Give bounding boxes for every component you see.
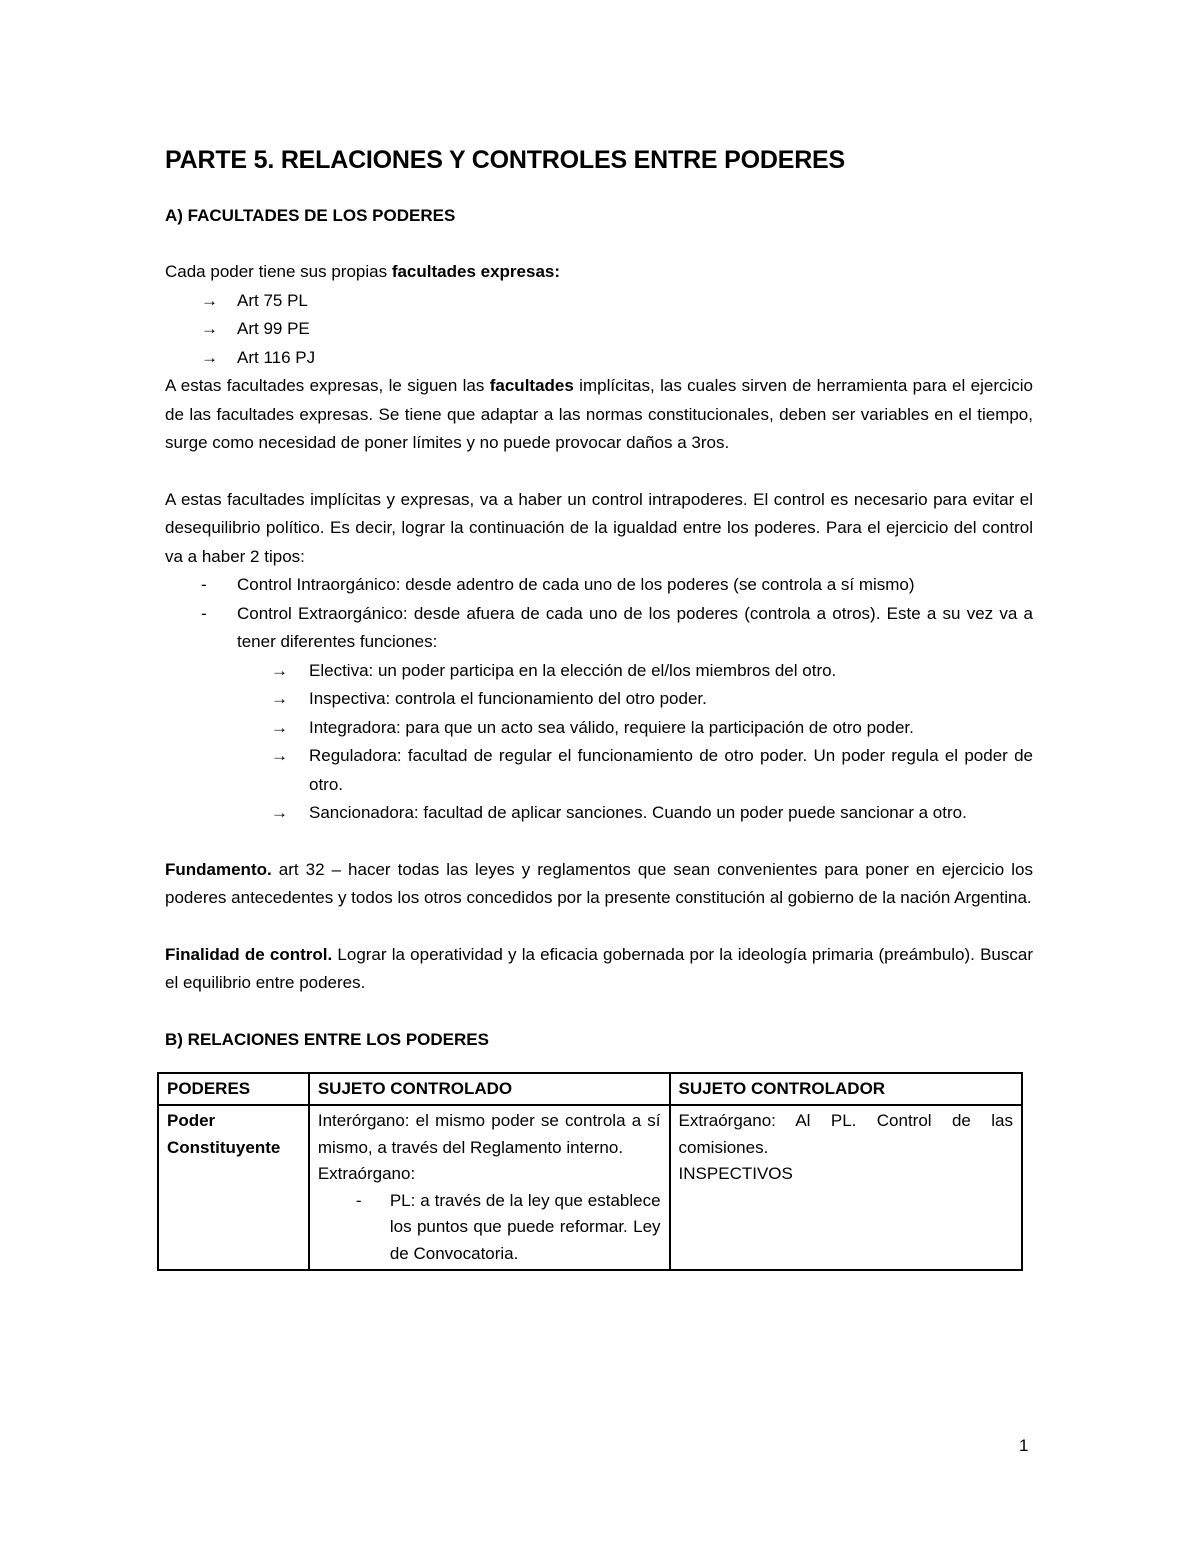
section-a-heading: A) FACULTADES DE LOS PODERES: [165, 206, 456, 225]
list-item: - PL: a través de la ley que establece los puntos que puede reformar. Ley de Convocatoria.: [318, 1188, 661, 1268]
intro-paragraph: Cada poder tiene sus propias facultades expresas:: [165, 262, 561, 281]
table-cell-poder: Poder Constituyente: [158, 1105, 309, 1270]
dash-icon: -: [355, 1190, 362, 1210]
list-item: → Art 75 PL: [165, 287, 1033, 316]
control-paragraph: A estas facultades implícitas y expresas, va a haber un control intrapoderes. El control es necesario para evitar el desequilibrio político. Es decir, lograr la continuación de la igualdad entre los poderes. Para el ejercicio del control va a haber 2 tipos:: [165, 489, 1033, 566]
arrow-icon: →: [271, 660, 288, 680]
functions-list: [237, 657, 1033, 828]
relations-table: [157, 1072, 1023, 1272]
arrow-icon: →: [271, 746, 288, 765]
page-title: PARTE 5. RELACIONES Y CONTROLES ENTRE PODERES: [165, 146, 846, 174]
fundamento-paragraph: Fundamento. art 32 – hacer todas las leyes y reglamentos que sean convenientes para poner en ejercicio los poderes antecedentes y todos los otros concedidos por la presente constitución al gobierno de la nación Argentina.: [165, 859, 1033, 907]
list-item: → Art 116 PJ: [165, 344, 1033, 373]
control-types-list: [165, 571, 1033, 828]
column-header: SUJETO CONTROLADO: [309, 1073, 670, 1106]
arrow-icon: →: [271, 689, 288, 708]
column-header: SUJETO CONTROLADOR: [670, 1073, 1022, 1106]
column-header: PODERES: [158, 1073, 309, 1106]
list-item: → Reguladora: facultad de regular el funcionamiento de otro poder. Un poder regula el poder de otro.: [237, 742, 1033, 799]
articles-list: [165, 287, 1033, 373]
list-item: → Art 99 PE: [165, 315, 1033, 344]
table-cell-controlado: Interórgano: el mismo poder se controla a sí mismo, a través del Reglamento interno. Extraórgano: - PL: a través de la ley que establece los puntos que puede reformar. Ley de Convocatoria.: [309, 1105, 670, 1270]
list-item: → Integradora: para que un acto sea válido, requiere la participación de otro poder.: [237, 714, 1033, 743]
implicit-faculties-paragraph: A estas facultades expresas, le siguen las facultades implícitas, las cuales sirven de herramienta para el ejercicio de las facultades expresas. Se tiene que adaptar a las normas constitucionales, deben ser variables en el tiempo, surge como necesidad de poner límites y no puede provocar daños a 3ros.: [165, 376, 1033, 452]
list-item: - Control Extraorgánico: desde afuera de cada uno de los poderes (controla a otros). Este a su vez va a tener diferentes funciones: → Electiva: un poder participa en la elección de el/los miembros del otro. → Inspectiva: controla el funcionamiento del otro poder. → Integradora: para que un acto sea válido, requiere la participación de otro poder. → Reguladora: facultad de regular el funcionamiento de otro poder. Un poder regula el poder de otro. → Sancionadora: facultad de aplicar sanciones. Cuando un poder puede sancionar a otro.: [165, 600, 1033, 828]
table-header-row: [158, 1073, 1022, 1106]
list-item: → Electiva: un poder participa en la elección de el/los miembros del otro.: [237, 657, 1033, 686]
arrow-icon: →: [201, 290, 218, 310]
dash-icon: -: [201, 575, 207, 594]
arrow-icon: →: [201, 319, 218, 338]
list-item: - Control Intraorgánico: desde adentro de cada uno de los poderes (se controla a sí mismo): [165, 571, 1033, 600]
arrow-icon: →: [201, 347, 218, 367]
arrow-icon: →: [271, 717, 288, 737]
list-item: → Inspectiva: controla el funcionamiento del otro poder.: [237, 685, 1033, 714]
finalidad-paragraph: Finalidad de control. Lograr la operatividad y la eficacia gobernada por la ideología primaria (preámbulo). Buscar el equilibrio entre poderes.: [165, 944, 1033, 992]
page-number: 1: [1019, 1436, 1029, 1455]
table-cell-controlador: Extraórgano: Al PL. Control de las comisiones. INSPECTIVOS: [670, 1105, 1022, 1270]
section-b-heading: B) RELACIONES ENTRE LOS PODERES: [165, 1029, 489, 1049]
dash-icon: -: [201, 603, 207, 623]
list-item: → Sancionadora: facultad de aplicar sanciones. Cuando un poder puede sancionar a otro.: [237, 799, 1033, 828]
controlado-list: [318, 1188, 661, 1268]
document-content: [165, 142, 1033, 1271]
table-row: [158, 1105, 1022, 1270]
arrow-icon: →: [271, 803, 288, 822]
